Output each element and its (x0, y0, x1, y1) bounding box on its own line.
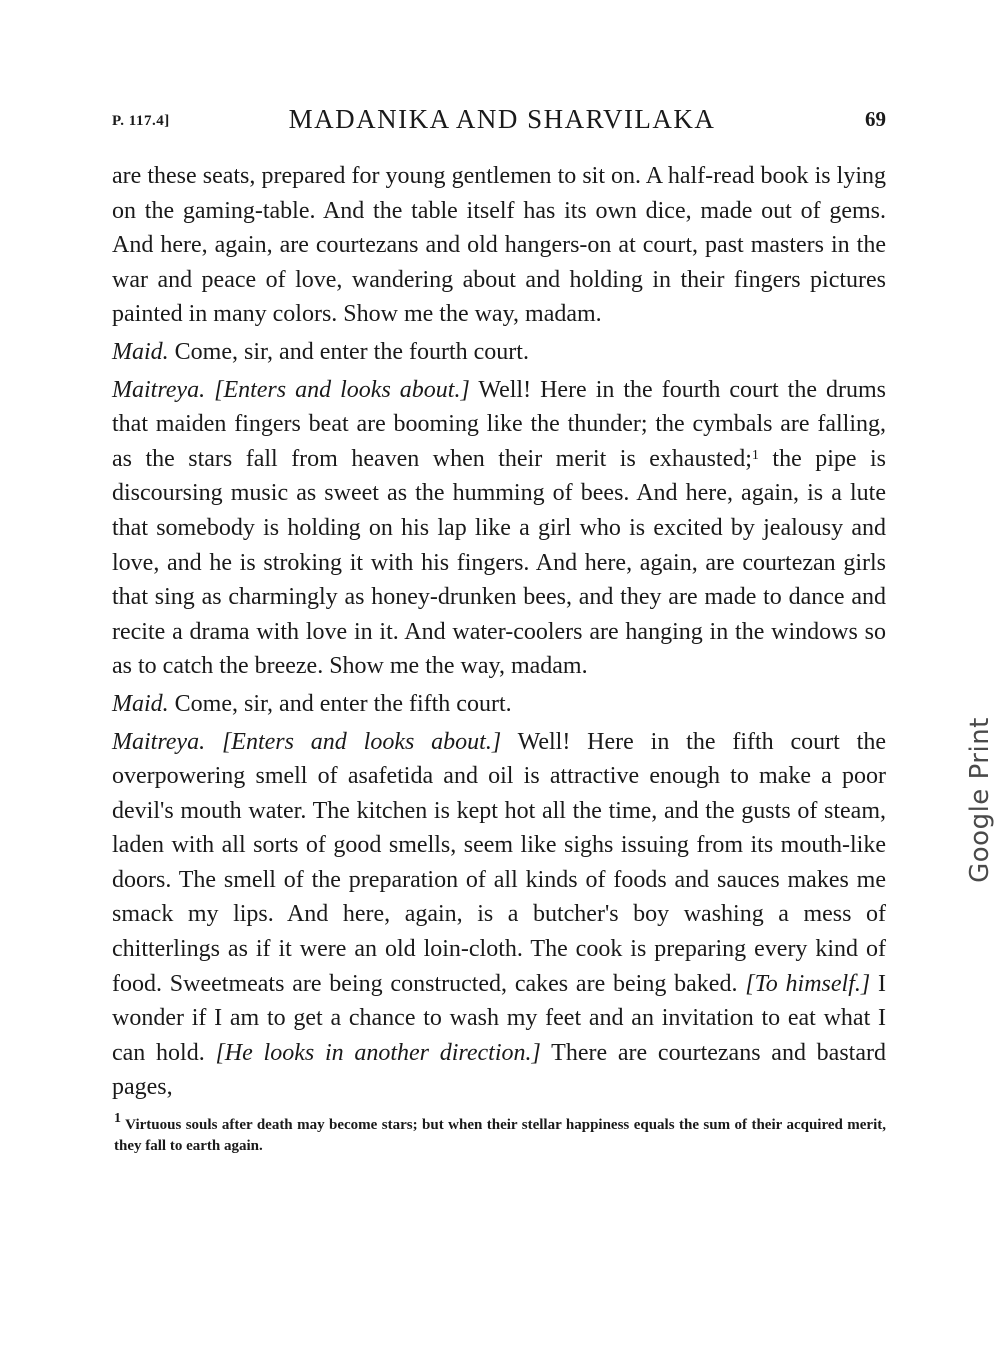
body-text (112, 159, 886, 1105)
dialogue-line (112, 335, 886, 370)
dialogue-text: Well! Here in the fourth court the drums that maiden fingers beat are booming like the thunder; the cymbals are falling, as the stars fall from heaven when their merit is exhausted; (112, 376, 887, 472)
google-print-watermark: Google Print (965, 717, 995, 883)
dialogue-line (112, 725, 886, 1106)
footnote (112, 1111, 886, 1157)
dialogue-line (112, 373, 886, 684)
stage-direction: [He looks in another direction.] (215, 1039, 541, 1066)
stage-direction: [Enters and looks about.] (214, 376, 470, 403)
dialogue-text: Come, sir, and enter the fourth court. (168, 338, 529, 365)
speaker-name: Maid. (112, 690, 169, 717)
dialogue-text: the pipe is discoursing music as sweet as the humming of bees. And here, again, is a lute that somebody is holding on his lap like a girl who is excited by jealousy and love, and he is stroking it with his fingers. And here, again, are courtezan girls that sing as charmingly as honey-drunken bees, and they are made to dance and recite a drama with love in it. And water-coolers are hanging in the windows so as to catch the breeze. Show me the way, madam. (112, 445, 886, 680)
footnote-text: Virtuous souls after death may become stars; but when their stellar happiness equals the sum of their acquired merit, they fall to earth again. (114, 1117, 886, 1155)
footnote-number: 1 (114, 1111, 121, 1127)
paragraph: are these seats, prepared for young gentlemen to sit on. A half-read book is lying on the gaming-table. And the table itself has its own dice, made out of gems. And here, again, are courtezans and old hangers-on at court, past masters in the war and peace of love, wandering about and holding in their fingers pictures painted in many colors. Show me the way, madam. (112, 163, 886, 328)
dialogue-text: There are courtezans and bastard pages, (112, 1039, 886, 1101)
stage-direction: [Enters and looks about.] (221, 728, 502, 755)
dialogue-text: Come, sir, and enter the fifth court. (168, 690, 512, 717)
dialogue-text: I wonder if I am to get a chance to wash my feet and an invitation to eat what I can hold. (112, 970, 886, 1066)
section-reference: P. 117.4] (112, 113, 170, 129)
stage-direction: [To himself.] (745, 970, 871, 997)
dialogue-line (112, 687, 886, 722)
speaker-name: Maid. (112, 338, 169, 365)
chapter-title: MADANIKA AND SHARVILAKA (288, 104, 716, 134)
footnote-marker: 1 (751, 447, 759, 463)
book-page (112, 104, 886, 1157)
page-number: 69 (865, 107, 886, 131)
speaker-name: Maitreya. (112, 376, 206, 403)
running-header (112, 104, 886, 148)
dialogue-text: Well! Here in the fifth court the overpowering smell of asafetida and oil is attractive enough to make a poor devil's mouth water. The kitchen is kept hot all the time, and the gusts of steam, laden with all sorts of good smells, seem like sighs issuing from its mouth-like doors. The smell of the preparation of all kinds of foods and sauces makes me smack my lips. And here, again, is a butcher's boy washing a mess of chitterlings as if it were an old loin-cloth. The cook is preparing every kind of food. Sweetmeats are being constructed, cakes are being baked. (112, 728, 887, 997)
speaker-name: Maitreya. (112, 728, 206, 755)
